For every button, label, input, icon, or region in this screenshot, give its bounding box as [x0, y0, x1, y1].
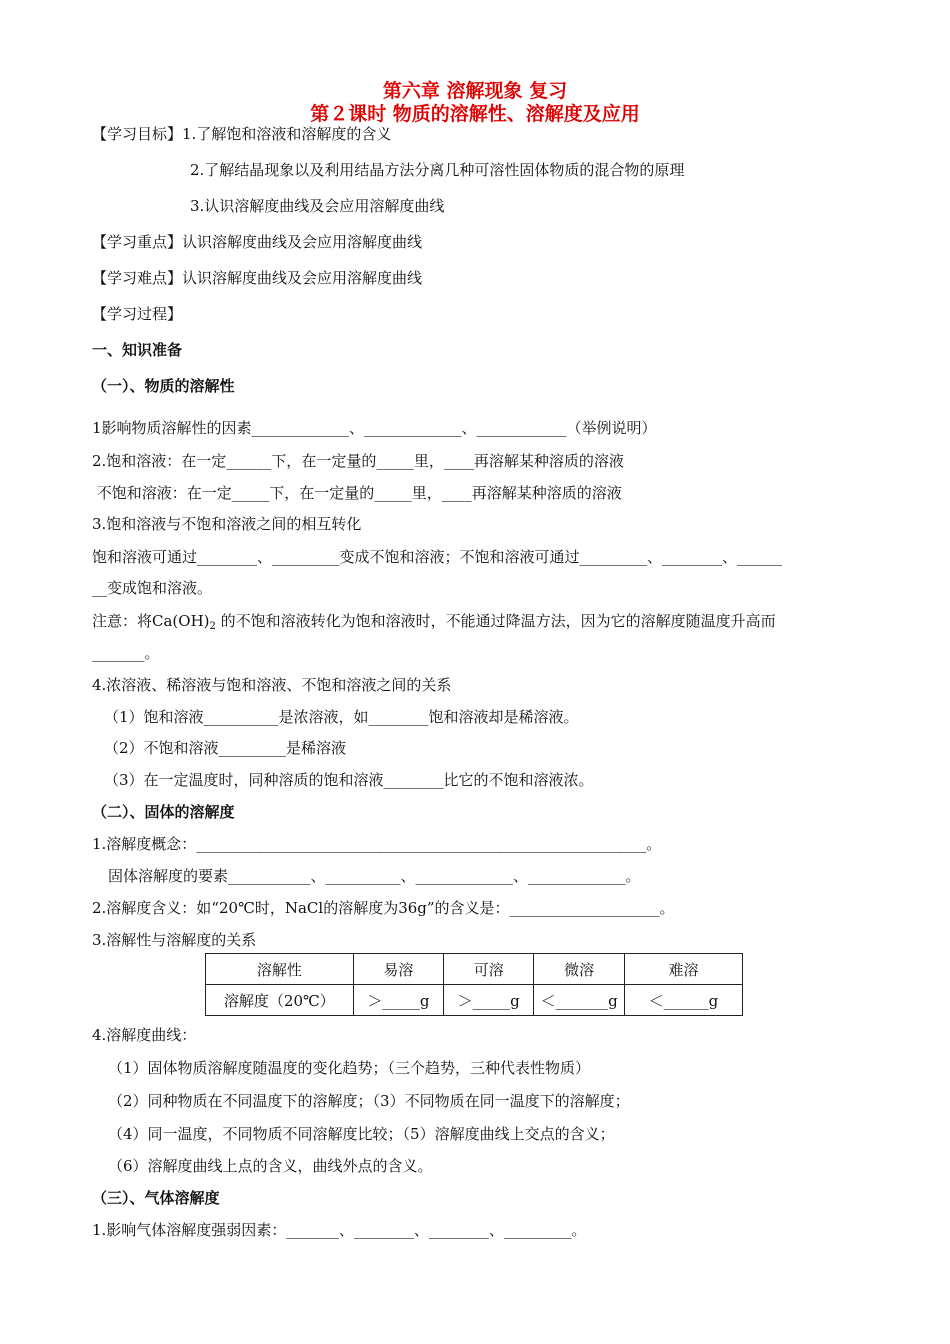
table-header-cell: 微溶: [534, 954, 625, 985]
goals-label: 【学习目标】: [92, 125, 183, 143]
difficulty-line: [92, 268, 422, 288]
note-text-b: 的不饱和溶液转化为饱和溶液时，不能通过降温方法，因为它的溶解度随温度升高而: [215, 612, 776, 630]
part2-q4c: （4）同一温度，不同物质不同溶解度比较；（5）溶解度曲线上交点的含义；: [108, 1125, 615, 1143]
part1-note: [92, 611, 776, 637]
table-header-cell: 易溶: [353, 954, 443, 985]
table-row: [206, 985, 743, 1016]
part1-heading: （一）、物质的溶解性: [92, 377, 235, 395]
part1-q2a: 2.饱和溶液：在一定______下，在一定量的_____里，____再溶解某种溶质的溶液: [92, 452, 624, 470]
note-text-a: 注意：将Ca(OH): [92, 612, 210, 630]
goal-item-3: 3.认识溶解度曲线及会应用溶解度曲线: [190, 197, 445, 215]
difficulty-label: 【学习难点】: [92, 269, 183, 287]
table-header-cell: 难溶: [624, 954, 742, 985]
part1-q1: 1影响物质溶解性的因素_____________、_____________、____________（举例说明）: [92, 419, 657, 437]
table-cell: ＜_______g: [534, 985, 625, 1016]
part2-heading: （二）、固体的溶解度: [92, 803, 235, 821]
note-subscript: 2: [209, 621, 216, 632]
table-header-row: [206, 954, 743, 985]
part2-q4b: （2）同种物质在不同温度下的溶解度；（3）不同物质在同一温度下的溶解度；: [108, 1092, 630, 1110]
focus-line: [92, 232, 422, 252]
part2-q1b: 固体溶解度的要素___________、__________、_____________、_____________。: [108, 867, 641, 885]
part2-q4d: （6）溶解度曲线上点的含义，曲线外点的含义。: [108, 1157, 433, 1175]
part2-q1: 1.溶解度概念：____________________________________________________________。: [92, 835, 662, 853]
solubility-table: [205, 953, 743, 1016]
focus-text: 认识溶解度曲线及会应用溶解度曲线: [182, 233, 423, 251]
table-cell: ＞_____g: [353, 985, 443, 1016]
part1-q4: 4.浓溶液、稀溶液与饱和溶液、不饱和溶液之间的关系: [92, 676, 452, 694]
part3-q1: 1.影响气体溶解度强弱因素：_______、________、________、_________。: [92, 1221, 587, 1239]
part1-q3a: 饱和溶液可通过________、_________变成不饱和溶液；不饱和溶液可通过_________、________、______: [92, 548, 783, 566]
chapter-title: 第六章 溶解现象 复习: [382, 80, 568, 102]
section1-heading: 一、知识准备: [92, 341, 183, 359]
table-header-cell: 溶解性: [206, 954, 354, 985]
process-label: 【学习过程】: [92, 305, 183, 323]
part1-q4b: （2）不饱和溶液_________是稀溶液: [104, 739, 347, 757]
part2-q4a: （1）固体物质溶解度随温度的变化趋势；（三个趋势，三种代表性物质）: [108, 1059, 591, 1077]
goals-line-1: [92, 124, 391, 144]
part1-q4a: （1）饱和溶液__________是浓溶液，如________饱和溶液却是稀溶液。: [104, 708, 579, 726]
goal-item-2: 2.了解结晶现象以及利用结晶方法分离几种可溶性固体物质的混合物的原理: [190, 161, 685, 179]
table-cell: ＞_____g: [444, 985, 534, 1016]
note-blank: _______。: [92, 644, 160, 662]
goal-item-1: 1.了解饱和溶液和溶解度的含义: [182, 125, 392, 143]
part1-q3: 3.饱和溶液与不饱和溶液之间的相互转化: [92, 515, 362, 533]
part3-heading: （三）、气体溶解度: [92, 1189, 220, 1207]
table-header-cell: 可溶: [444, 954, 534, 985]
table-cell: ＜______g: [624, 985, 742, 1016]
table-cell: 溶解度（20℃）: [206, 985, 354, 1016]
lesson-title: 第２课时 物质的溶解性、溶解度及应用: [310, 103, 640, 125]
difficulty-text: 认识溶解度曲线及会应用溶解度曲线: [182, 269, 423, 287]
part2-q3: 3.溶解性与溶解度的关系: [92, 931, 257, 949]
focus-label: 【学习重点】: [92, 233, 183, 251]
part1-q3b: __变成饱和溶液。: [92, 579, 213, 597]
part1-q2b: 不饱和溶液：在一定_____下，在一定量的_____里，____再溶解某种溶质的溶液: [92, 484, 622, 502]
part2-q4: 4.溶解度曲线：: [92, 1026, 197, 1044]
part2-q2: 2.溶解度含义：如“20℃时，NaCl的溶解度为36g”的含义是：____________________。: [92, 899, 675, 917]
part1-q4c: （3）在一定温度时，同种溶质的饱和溶液________比它的不饱和溶液浓。: [104, 771, 594, 789]
